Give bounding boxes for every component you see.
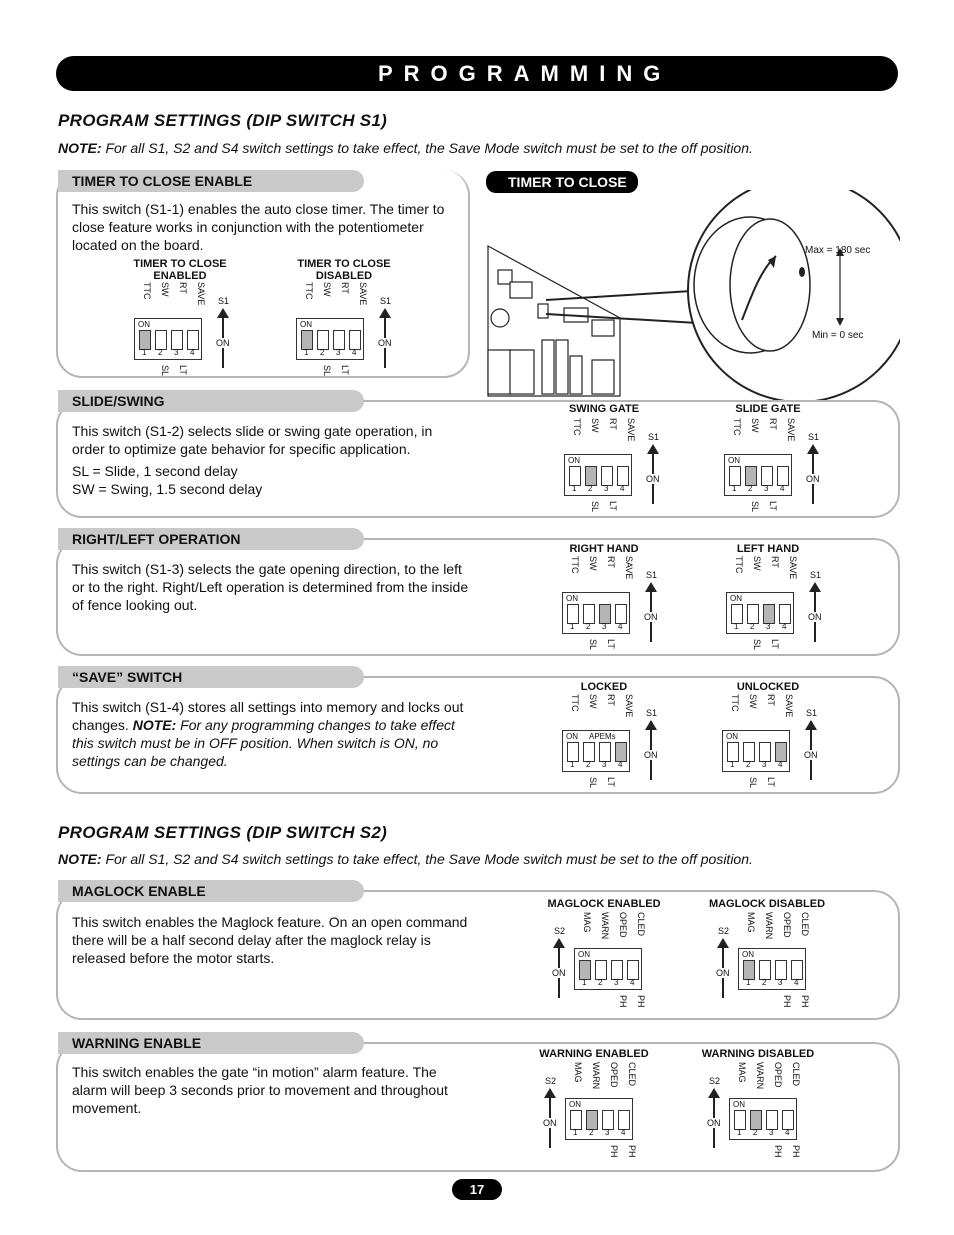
dip-number: 3 [614,978,619,987]
dip-number: 3 [602,760,607,769]
dip-body [726,592,794,634]
dip-switch-name: S1 [648,432,660,442]
dip-number: 2 [762,978,767,987]
dip-number: 1 [570,760,575,769]
dip-on-label: ON [730,594,742,603]
dip-number: 3 [336,348,341,357]
dip-bottom-label: PH [800,995,810,1008]
dip-number: 4 [630,978,635,987]
dip-top-label: TTC [570,694,580,712]
arrow-on-label: ON [806,474,820,484]
dip-number: 1 [142,348,147,357]
dip-number: 1 [572,484,577,493]
dip-switch-name: S1 [810,570,822,580]
dip-top-label: TTC [572,418,582,436]
diag-title-warning-disabled: WARNING DISABLED [701,1048,815,1060]
save-note-lead: NOTE: [132,717,177,733]
dip-on-label: ON [300,320,312,329]
dip-bottom-label: SL [752,639,762,651]
dip-number: 3 [769,1128,774,1137]
dip-toggle [139,330,151,350]
dip-bottom-label: SL [750,501,760,513]
dip-toggle [775,960,787,980]
dip-top-label: TTC [730,694,740,712]
dip-toggle [602,1110,614,1130]
dip-number: 1 [582,978,587,987]
diag-title-unlocked: UNLOCKED [736,681,800,693]
dip-toggle [759,742,771,762]
arrow-on-label: ON [646,474,660,484]
dip-on-label: ON [742,950,754,959]
dip-toggle [615,742,627,762]
dip-toggle [745,466,757,486]
dip-top-label: RT [608,418,618,430]
dip-bottom-label: LT [608,501,618,511]
dip-toggle [747,604,759,624]
dip-switch-name: S2 [709,1076,721,1086]
tab-save: “SAVE” SWITCH [58,666,364,688]
right-left-text: This switch (S1-3) selects the gate opening direction, to the left or to the right. Right/Left operation is determined from the inside of fence looking out. [72,561,469,613]
dip-on-label: ON [568,456,580,465]
dip-bottom-label: SL [322,365,332,377]
dip-bottom-label: PH [773,1145,783,1158]
dip-top-label: OPED [609,1062,619,1088]
note-text: For all S1, S2 and S4 switch settings to take effect, the Save Mode switch must be set to the off position. [101,140,753,156]
dip-number: 4 [782,622,787,631]
slide-swing-desc: This switch (S1-2) selects slide or swing gate operation, in order to optimize gate behavior for specific application. [72,423,433,457]
tab-warning: WARNING ENABLE [58,1032,364,1054]
dip-toggle [791,960,803,980]
dip-switch-s1 [560,694,660,789]
dip-bottom-label: LT [766,777,776,787]
dip-number: 2 [586,760,591,769]
dip-top-label: MAG [737,1062,747,1083]
dip-switch-s1 [132,282,232,377]
note-text: For all S1, S2 and S4 switch settings to take effect, the Save Mode switch must be set to the off position. [101,851,753,867]
dip-switch-name: S1 [646,570,658,580]
dip-on-label: ON [578,950,590,959]
dip-top-label: SAVE [788,556,798,580]
dip-bottom-label: PH [791,1145,801,1158]
dip-body [134,318,202,360]
diag-title-swing: SWING GATE [568,403,640,415]
dip-number: 2 [753,1128,758,1137]
diag-title-ttc-enabled: TIMER TO CLOSE ENABLED [133,258,227,282]
note-lead: NOTE: [58,851,102,867]
dip-top-label: WARN [755,1062,765,1090]
dip-number: 1 [746,978,751,987]
dip-top-label: SW [588,556,598,571]
dip-top-label: SW [322,282,332,297]
save-text-a: This switch (S1-4) stores all settings into memory and locks out changes. [72,699,464,733]
diag-title-ttc-disabled: TIMER TO CLOSE DISABLED [297,258,391,282]
dip-toggle [615,604,627,624]
dip-top-label: WARN [764,912,774,940]
dip-number: 4 [618,622,623,631]
dip-switch-name: S1 [646,708,658,718]
dip-number: 3 [778,978,783,987]
dip-toggle [779,604,791,624]
dip-switch-name: S1 [380,296,392,306]
dip-top-label: TTC [732,418,742,436]
swing-line: SW = Swing, 1.5 second delay [72,481,263,497]
dip-bottom-label: PH [782,995,792,1008]
dip-bottom-label: LT [768,501,778,511]
dip-toggle [743,742,755,762]
note-s1 [58,140,753,156]
dip-top-label: WARN [600,912,610,940]
dip-switch-name: S2 [718,926,730,936]
dip-top-label: SAVE [624,694,634,718]
dip-bottom-label: LT [178,365,188,375]
dip-number: 4 [618,760,623,769]
dip-body [738,948,806,990]
diag-title-left: LEFT HAND [736,543,800,555]
arrow-on-label: ON [644,612,658,622]
dip-top-label: SAVE [784,694,794,718]
dip-number: 3 [762,760,767,769]
dip-top-label: CLED [636,912,646,937]
dip-toggle [618,1110,630,1130]
dip-on-label: ON [726,732,738,741]
dip-on-label: ON [138,320,150,329]
dip-bottom-label: PH [609,1145,619,1158]
dip-number: 2 [750,622,755,631]
dip-top-label: SAVE [626,418,636,442]
arrow-on-label: ON [216,338,230,348]
dip-toggle [187,330,199,350]
dip-number: 4 [785,1128,790,1137]
dip-switch-name: S2 [545,1076,557,1086]
warning-text: This switch enables the gate “in motion” alarm feature. The alarm will beep 3 seconds prior to movement and throughout movement. [72,1064,448,1116]
dip-number: 4 [352,348,357,357]
tab-maglock: MAGLOCK ENABLE [58,880,364,902]
tab-right-left: RIGHT/LEFT OPERATION [58,528,364,550]
dip-top-label: RT [606,694,616,706]
dip-body [564,454,632,496]
page-number: 17 [452,1179,502,1200]
dip-switch-s1 [294,282,394,377]
note-s2 [58,851,753,867]
dip-toggle [171,330,183,350]
arrow-on-label: ON [543,1118,557,1128]
dip-toggle [583,604,595,624]
dip-top-label: SAVE [196,282,206,306]
tab-slide-swing: SLIDE/SWING [58,390,364,412]
dip-switch-name: S1 [806,708,818,718]
dip-number: 1 [730,760,735,769]
dip-number: 2 [598,978,603,987]
dip-number: 2 [746,760,751,769]
dip-toggle [759,960,771,980]
dip-number: 2 [158,348,163,357]
dip-on-label: ON [733,1100,745,1109]
dip-switch-s1 [724,556,824,651]
dip-toggle [734,1110,746,1130]
dip-number: 4 [778,760,783,769]
dip-top-label: RT [766,694,776,706]
dip-number: 3 [602,622,607,631]
dip-top-label: TTC [734,556,744,574]
dip-bottom-label: SL [588,639,598,651]
dip-top-label: OPED [773,1062,783,1088]
dip-on-label: ON [566,732,578,741]
dip-switch-s2 [707,1062,807,1158]
maglock-text: This switch enables the Maglock feature. On an open command there will be a half second delay after the maglock relay is released before the motor starts. [72,914,468,966]
dip-extra-label: APEMs [589,732,616,741]
dip-top-label: TTC [304,282,314,300]
dip-toggle [777,466,789,486]
circuit-board-illustration [480,190,900,400]
dip-number: 4 [190,348,195,357]
dip-toggle [601,466,613,486]
dip-body [565,1098,633,1140]
dip-bottom-label: PH [636,995,646,1008]
dip-number: 2 [588,484,593,493]
dip-toggle [569,466,581,486]
dip-top-label: RT [178,282,188,294]
dip-number: 3 [604,484,609,493]
slide-swing-text [72,422,452,498]
dip-number: 2 [586,622,591,631]
dip-body [574,948,642,990]
dip-toggle [617,466,629,486]
save-text [72,698,478,770]
dip-toggle [301,330,313,350]
dip-body [722,730,790,772]
dip-toggle [595,960,607,980]
dip-bottom-label: PH [627,1145,637,1158]
dip-top-label: MAG [573,1062,583,1083]
dip-top-label: TTC [142,282,152,300]
arrow-on-label: ON [804,750,818,760]
dip-number: 3 [605,1128,610,1137]
dip-bottom-label: LT [340,365,350,375]
note-lead: NOTE: [58,140,102,156]
page-banner: PROGRAMMING [56,56,898,91]
dip-number: 4 [621,1128,626,1137]
dip-toggle [782,1110,794,1130]
dip-number: 3 [764,484,769,493]
dip-body [296,318,364,360]
dip-toggle [570,1110,582,1130]
dip-number: 1 [734,622,739,631]
dip-top-label: RT [606,556,616,568]
dip-on-label: ON [566,594,578,603]
dip-bottom-label: LT [606,639,616,649]
dip-switch-s2 [716,912,816,1008]
section-heading-s1: PROGRAM SETTINGS (DIP SWITCH S1) [58,111,388,130]
dip-top-label: TTC [570,556,580,574]
dip-top-label: CLED [791,1062,801,1087]
min-label: Min = 0 sec [812,330,864,341]
dip-toggle [743,960,755,980]
dip-body [724,454,792,496]
dip-number: 2 [320,348,325,357]
dip-top-label: CLED [627,1062,637,1087]
arrow-on-label: ON [716,968,730,978]
dip-bottom-label: LT [606,777,616,787]
dip-toggle [317,330,329,350]
dip-top-label: RT [768,418,778,430]
dip-toggle [586,1110,598,1130]
dip-top-label: MAG [746,912,756,933]
dip-switch-s2 [543,1062,643,1158]
max-label: Max = 180 sec [805,245,871,256]
dip-toggle [599,604,611,624]
dip-top-label: OPED [618,912,628,938]
dip-bottom-label: SL [160,365,170,377]
dip-switch-s1 [722,418,822,513]
dip-switch-s1 [562,418,662,513]
slide-line: SL = Slide, 1 second delay [72,463,238,479]
dip-number: 1 [737,1128,742,1137]
arrow-on-label: ON [378,338,392,348]
dip-number: 3 [766,622,771,631]
dip-body [562,730,630,772]
dip-toggle [763,604,775,624]
diag-title-maglock-disabled: MAGLOCK DISABLED [708,898,826,910]
dip-top-label: SAVE [358,282,368,306]
dip-toggle [567,742,579,762]
dip-bottom-label: SL [590,501,600,513]
dip-top-label: SW [160,282,170,297]
dip-top-label: MAG [582,912,592,933]
section-heading-s2: PROGRAM SETTINGS (DIP SWITCH S2) [58,823,388,842]
dip-toggle [750,1110,762,1130]
dip-toggle [579,960,591,980]
dip-bottom-label: PH [618,995,628,1008]
diag-title-slide: SLIDE GATE [735,403,801,415]
dip-number: 1 [304,348,309,357]
dip-toggle [333,330,345,350]
dip-body [729,1098,797,1140]
dip-toggle [585,466,597,486]
dip-on-label: ON [569,1100,581,1109]
dip-bottom-label: LT [770,639,780,649]
dip-bottom-label: SL [588,777,598,789]
dip-top-label: SW [748,694,758,709]
dip-toggle [775,742,787,762]
tab-timer-close: TIMER TO CLOSE ENABLE [58,170,364,192]
dip-top-label: CLED [800,912,810,937]
dip-number: 4 [780,484,785,493]
dip-on-label: ON [728,456,740,465]
dip-number: 1 [573,1128,578,1137]
dip-number: 1 [732,484,737,493]
dip-toggle [727,742,739,762]
dip-toggle [729,466,741,486]
dip-switch-name: S1 [808,432,820,442]
dip-top-label: SW [750,418,760,433]
diag-title-locked: LOCKED [580,681,628,693]
dip-toggle [766,1110,778,1130]
dip-number: 2 [748,484,753,493]
dip-number: 2 [589,1128,594,1137]
dip-top-label: OPED [782,912,792,938]
dip-toggle [583,742,595,762]
dip-top-label: RT [340,282,350,294]
dip-toggle [731,604,743,624]
arrow-on-label: ON [644,750,658,760]
arrow-on-label: ON [808,612,822,622]
timer-close-text: This switch (S1-1) enables the auto close timer. The timer to close feature works in conjunction with the potentiometer located on the board. [72,201,445,253]
dip-toggle [599,742,611,762]
dip-toggle [349,330,361,350]
dip-top-label: SAVE [624,556,634,580]
dip-number: 3 [174,348,179,357]
diag-title-right: RIGHT HAND [569,543,639,555]
dip-toggle [155,330,167,350]
dip-toggle [627,960,639,980]
arrow-on-label: ON [707,1118,721,1128]
dip-top-label: RT [770,556,780,568]
dip-switch-s1 [560,556,660,651]
dip-toggle [611,960,623,980]
dip-body [562,592,630,634]
dip-switch-name: S1 [218,296,230,306]
dip-toggle [567,604,579,624]
diag-title-warning-enabled: WARNING ENABLED [539,1048,649,1060]
dip-top-label: SW [590,418,600,433]
dip-top-label: SW [752,556,762,571]
figure-tab-timer-close: TIMER TO CLOSE [486,171,638,193]
dip-top-label: WARN [591,1062,601,1090]
dip-toggle [761,466,773,486]
dip-number: 4 [620,484,625,493]
dip-top-label: SW [588,694,598,709]
dip-switch-s2 [552,912,652,1008]
save-text-b: For any programming changes to take effect this switch must be in OFF position. When switch is ON, no settings can be changed. [72,717,455,769]
diag-title-maglock-enabled: MAGLOCK ENABLED [547,898,661,910]
dip-number: 1 [570,622,575,631]
arrow-on-label: ON [552,968,566,978]
dip-switch-s1 [720,694,820,789]
dip-top-label: SAVE [786,418,796,442]
dip-bottom-label: SL [748,777,758,789]
dip-switch-name: S2 [554,926,566,936]
dip-number: 4 [794,978,799,987]
